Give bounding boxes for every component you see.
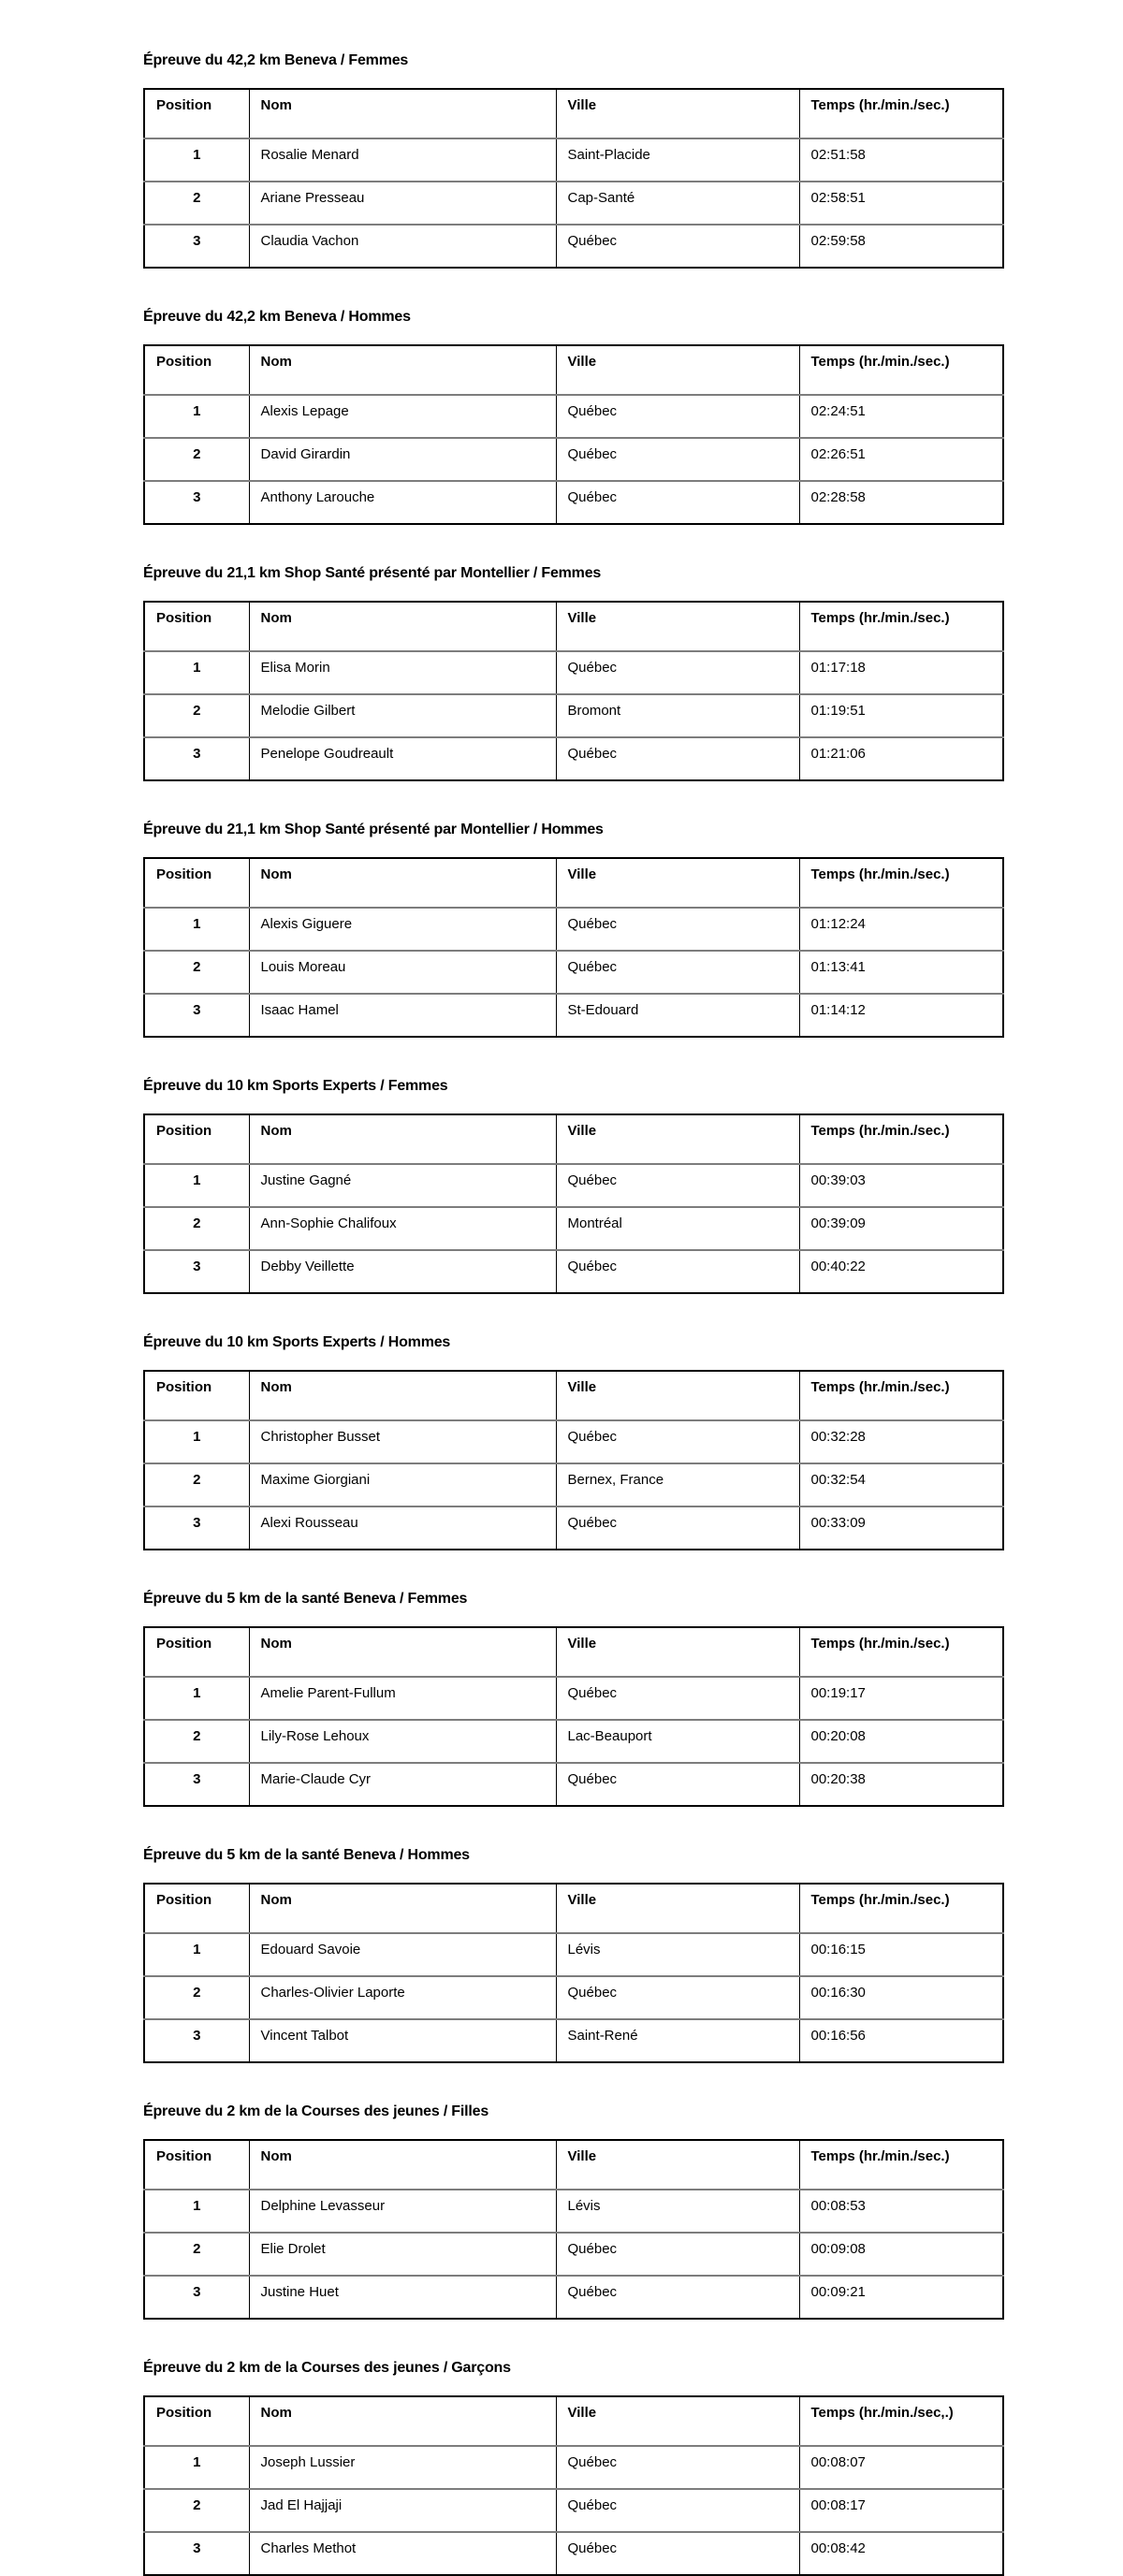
cell-temps: 02:59:58 [799,225,1003,268]
cell-nom: Claudia Vachon [249,225,556,268]
results-table [143,1626,1004,1807]
cell-ville: Québec [556,2532,799,2575]
race-section [143,2103,1002,2320]
cell-nom: Maxime Giorgiani [249,1463,556,1506]
cell-temps: 00:08:17 [799,2489,1003,2532]
column-header-position: Position [156,97,212,113]
column-header-ville: Ville [556,89,799,138]
cell-ville: Québec [556,651,799,694]
cell-position: 1 [144,1933,249,1976]
race-section [143,308,1002,525]
cell-temps: 01:14:12 [799,994,1003,1037]
cell-ville: Québec [556,951,799,994]
table-row [144,951,1003,994]
cell-temps: 01:12:24 [799,908,1003,951]
cell-temps: 00:08:42 [799,2532,1003,2575]
table-row [144,1420,1003,1463]
table-row [144,2446,1003,2489]
table-row [144,1720,1003,1763]
cell-temps: 02:24:51 [799,395,1003,438]
cell-nom: Ariane Presseau [249,182,556,225]
cell-nom: Jad El Hajjaji [249,2489,556,2532]
column-header-nom: Nom [249,2396,556,2446]
cell-position: 2 [144,694,249,737]
table-row [144,1976,1003,2019]
table-row [144,1164,1003,1207]
column-header-position: Position [156,1892,212,1908]
race-section [143,1590,1002,1807]
table-row [144,1250,1003,1293]
cell-temps: 00:09:21 [799,2276,1003,2319]
table-row [144,2019,1003,2062]
table-header-row [144,2396,1003,2446]
cell-position: 2 [144,1976,249,2019]
column-header-nom: Nom [249,2140,556,2190]
cell-temps: 00:32:54 [799,1463,1003,1506]
table-row [144,225,1003,268]
cell-ville: Montréal [556,1207,799,1250]
table-row [144,2489,1003,2532]
cell-position: 2 [144,2489,249,2532]
cell-position: 3 [144,994,249,1037]
race-title: Épreuve du 42,2 km Beneva / Femmes [143,52,409,68]
column-header-temps: Temps (hr./min./sec.) [799,1627,1003,1677]
cell-ville: Saint-René [556,2019,799,2062]
table-header-row [144,858,1003,908]
column-header-nom: Nom [249,858,556,908]
cell-nom: Anthony Larouche [249,481,556,524]
cell-ville: Québec [556,1763,799,1806]
cell-temps: 00:20:38 [799,1763,1003,1806]
column-header-position: Position [156,1636,212,1652]
column-header-nom: Nom [249,1884,556,1933]
cell-position: 1 [144,651,249,694]
cell-ville: Québec [556,481,799,524]
cell-temps: 00:09:08 [799,2233,1003,2276]
cell-nom: Edouard Savoie [249,1933,556,1976]
results-table [143,344,1004,525]
table-row [144,651,1003,694]
cell-position: 3 [144,2276,249,2319]
cell-ville: Québec [556,2233,799,2276]
cell-position: 3 [144,737,249,780]
cell-temps: 00:39:09 [799,1207,1003,1250]
cell-nom: Vincent Talbot [249,2019,556,2062]
cell-ville: Québec [556,1506,799,1550]
cell-position: 3 [144,1763,249,1806]
cell-nom: Justine Gagné [249,1164,556,1207]
cell-temps: 00:33:09 [799,1506,1003,1550]
column-header-temps: Temps (hr./min./sec.) [799,89,1003,138]
column-header-ville: Ville [556,345,799,395]
results-table [143,601,1004,781]
column-header-temps: Temps (hr./min./sec.) [799,1884,1003,1933]
column-header-position: Position [156,1379,212,1395]
column-header-ville: Ville [556,2396,799,2446]
cell-nom: Marie-Claude Cyr [249,1763,556,1806]
table-row [144,1763,1003,1806]
cell-ville: Québec [556,1164,799,1207]
cell-temps: 00:32:28 [799,1420,1003,1463]
cell-temps: 00:08:07 [799,2446,1003,2489]
cell-ville: Bernex, France [556,1463,799,1506]
column-header-ville: Ville [556,2140,799,2190]
table-row [144,395,1003,438]
results-table [143,1370,1004,1550]
column-header-position: Position [156,2148,212,2164]
table-header-row [144,2140,1003,2190]
column-header-ville: Ville [556,1627,799,1677]
race-title: Épreuve du 42,2 km Beneva / Hommes [143,309,411,325]
column-header-temps: Temps (hr./min./sec.) [799,345,1003,395]
cell-temps: 00:16:15 [799,1933,1003,1976]
table-header-row [144,1627,1003,1677]
cell-temps: 01:17:18 [799,651,1003,694]
table-header-row [144,1114,1003,1164]
cell-position: 2 [144,182,249,225]
cell-position: 3 [144,1250,249,1293]
table-row [144,694,1003,737]
cell-temps: 02:26:51 [799,438,1003,481]
table-row [144,908,1003,951]
table-row [144,2532,1003,2575]
table-header-row [144,1884,1003,1933]
cell-nom: Amelie Parent-Fullum [249,1677,556,1720]
cell-ville: Québec [556,1420,799,1463]
table-row [144,1677,1003,1720]
cell-temps: 00:40:22 [799,1250,1003,1293]
table-row [144,1463,1003,1506]
table-row [144,2276,1003,2319]
race-title: Épreuve du 21,1 km Shop Santé présenté par Montellier / Femmes [143,565,602,581]
cell-position: 2 [144,438,249,481]
cell-ville: Québec [556,908,799,951]
race-section [143,1077,1002,1294]
column-header-position: Position [156,354,212,370]
cell-ville: St-Edouard [556,994,799,1037]
cell-ville: Québec [556,2276,799,2319]
cell-position: 1 [144,2190,249,2233]
cell-temps: 00:39:03 [799,1164,1003,1207]
cell-nom: Lily-Rose Lehoux [249,1720,556,1763]
cell-position: 3 [144,2532,249,2575]
results-table [143,2139,1004,2320]
race-title: Épreuve du 10 km Sports Experts / Hommes [143,1334,451,1350]
column-header-position: Position [156,866,212,882]
cell-nom: Justine Huet [249,2276,556,2319]
cell-temps: 02:28:58 [799,481,1003,524]
cell-temps: 01:13:41 [799,951,1003,994]
cell-position: 1 [144,395,249,438]
cell-position: 1 [144,908,249,951]
cell-temps: 00:16:56 [799,2019,1003,2062]
race-title: Épreuve du 5 km de la santé Beneva / Femmes [143,1591,468,1607]
cell-nom: Alexis Lepage [249,395,556,438]
column-header-temps: Temps (hr./min./sec.) [799,1371,1003,1420]
cell-ville: Québec [556,1976,799,2019]
cell-nom: Penelope Goudreault [249,737,556,780]
cell-nom: Rosalie Menard [249,138,556,182]
cell-ville: Québec [556,225,799,268]
cell-nom: Debby Veillette [249,1250,556,1293]
table-header-row [144,1371,1003,1420]
cell-nom: Christopher Busset [249,1420,556,1463]
cell-position: 2 [144,1720,249,1763]
cell-temps: 00:20:08 [799,1720,1003,1763]
cell-position: 1 [144,138,249,182]
table-row [144,994,1003,1037]
column-header-position: Position [156,1123,212,1139]
column-header-temps: Temps (hr./min./sec.) [799,2140,1003,2190]
cell-temps: 02:51:58 [799,138,1003,182]
column-header-nom: Nom [249,1371,556,1420]
cell-ville: Bromont [556,694,799,737]
cell-temps: 00:16:30 [799,1976,1003,2019]
results-table [143,2395,1004,2576]
race-section [143,821,1002,1038]
table-header-row [144,345,1003,395]
race-title: Épreuve du 5 km de la santé Beneva / Hommes [143,1847,470,1863]
table-row [144,2190,1003,2233]
results-table [143,1113,1004,1294]
cell-ville: Québec [556,438,799,481]
cell-ville: Lévis [556,1933,799,1976]
table-row [144,481,1003,524]
cell-position: 3 [144,481,249,524]
table-row [144,138,1003,182]
column-header-nom: Nom [249,89,556,138]
cell-nom: Elie Drolet [249,2233,556,2276]
cell-nom: Charles-Olivier Laporte [249,1976,556,2019]
cell-position: 1 [144,1677,249,1720]
cell-ville: Québec [556,737,799,780]
cell-ville: Lac-Beauport [556,1720,799,1763]
column-header-nom: Nom [249,602,556,651]
cell-temps: 01:19:51 [799,694,1003,737]
cell-position: 1 [144,2446,249,2489]
cell-temps: 02:58:51 [799,182,1003,225]
cell-nom: Elisa Morin [249,651,556,694]
cell-temps: 00:08:53 [799,2190,1003,2233]
table-row [144,737,1003,780]
column-header-temps: Temps (hr./min./sec,.) [799,2396,1003,2446]
cell-nom: Isaac Hamel [249,994,556,1037]
cell-temps: 00:19:17 [799,1677,1003,1720]
table-row [144,1506,1003,1550]
cell-nom: David Girardin [249,438,556,481]
cell-nom: Ann-Sophie Chalifoux [249,1207,556,1250]
cell-position: 1 [144,1164,249,1207]
results-table [143,88,1004,269]
cell-temps: 01:21:06 [799,737,1003,780]
cell-position: 2 [144,951,249,994]
cell-ville: Québec [556,1677,799,1720]
race-section [143,1846,1002,2063]
race-title: Épreuve du 2 km de la Courses des jeunes / Garçons [143,2360,511,2376]
results-table [143,857,1004,1038]
column-header-ville: Ville [556,602,799,651]
table-row [144,182,1003,225]
table-header-row [144,602,1003,651]
race-section [143,564,1002,781]
column-header-temps: Temps (hr./min./sec.) [799,1114,1003,1164]
table-row [144,438,1003,481]
cell-nom: Charles Methot [249,2532,556,2575]
cell-position: 3 [144,2019,249,2062]
race-section [143,51,1002,269]
race-title: Épreuve du 21,1 km Shop Santé présenté par Montellier / Hommes [143,822,604,837]
column-header-ville: Ville [556,1114,799,1164]
column-header-temps: Temps (hr./min./sec.) [799,602,1003,651]
cell-position: 2 [144,1207,249,1250]
cell-ville: Lévis [556,2190,799,2233]
cell-nom: Delphine Levasseur [249,2190,556,2233]
cell-ville: Québec [556,1250,799,1293]
column-header-ville: Ville [556,1884,799,1933]
cell-ville: Cap-Santé [556,182,799,225]
cell-nom: Alexi Rousseau [249,1506,556,1550]
table-row [144,1933,1003,1976]
cell-position: 3 [144,1506,249,1550]
race-section [143,2359,1002,2576]
cell-nom: Joseph Lussier [249,2446,556,2489]
cell-nom: Alexis Giguere [249,908,556,951]
column-header-nom: Nom [249,1627,556,1677]
cell-ville: Québec [556,2446,799,2489]
column-header-position: Position [156,610,212,626]
cell-nom: Melodie Gilbert [249,694,556,737]
column-header-ville: Ville [556,1371,799,1420]
cell-position: 2 [144,2233,249,2276]
column-header-position: Position [156,2405,212,2421]
column-header-temps: Temps (hr./min./sec.) [799,858,1003,908]
results-table [143,1883,1004,2063]
cell-position: 2 [144,1463,249,1506]
column-header-nom: Nom [249,1114,556,1164]
table-row [144,2233,1003,2276]
table-row [144,1207,1003,1250]
race-title: Épreuve du 10 km Sports Experts / Femmes [143,1078,448,1094]
race-section [143,1333,1002,1550]
cell-ville: Québec [556,2489,799,2532]
column-header-ville: Ville [556,858,799,908]
cell-ville: Saint-Placide [556,138,799,182]
column-header-nom: Nom [249,345,556,395]
table-header-row [144,89,1003,138]
cell-nom: Louis Moreau [249,951,556,994]
cell-position: 3 [144,225,249,268]
race-title: Épreuve du 2 km de la Courses des jeunes / Filles [143,2103,489,2119]
cell-ville: Québec [556,395,799,438]
cell-position: 1 [144,1420,249,1463]
